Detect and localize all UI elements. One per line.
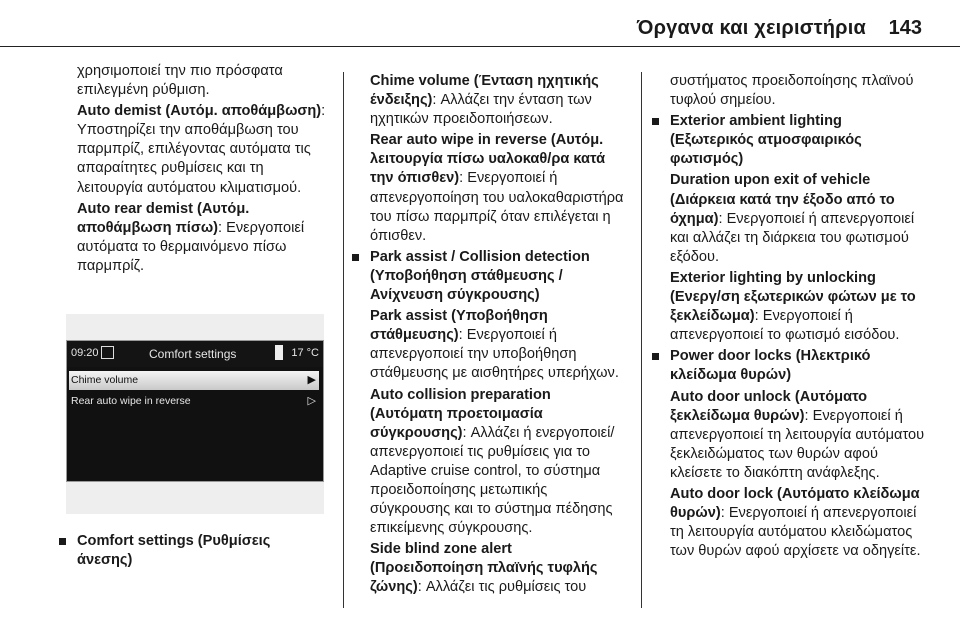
comfort-settings-entry (77, 532, 327, 572)
header-rule (0, 46, 960, 47)
page-header (0, 0, 960, 46)
exit-duration-title: Duration upon exit of vehicle (Διάρκεια κατά την έξοδο από το όχημα) (670, 172, 895, 227)
menu-item-chime-volume[interactable] (69, 371, 319, 390)
outside-temperature: 17 °C (291, 347, 319, 359)
park-assist-text: : Ενεργοποιεί ή απενεργοποιεί την υποβοήθηση στάθμευσης με αισθητήρες υπερήχων. (370, 327, 619, 382)
auto-lock-title: Auto door lock (Αυτόματο κλείδωμα θυρών) (670, 485, 920, 522)
intro-text: χρησιμοποιεί την πιο πρόσφατα επιλεγμένη ρύθμιση. (77, 63, 283, 99)
exterior-lighting-heading: Exterior ambient lighting (Εξωτερικός ατμοσφαιρικός φωτισμός) (650, 112, 926, 169)
collision-prep-text: : Αλλάζει ή ενεργοποιεί/απενεργοποιεί τις ρυθμίσεις για το Adaptive cruise control, το σύστημα προειδοποίησης μετωπικής σύγκρουσης και το σύστημα πέδησης επικείμενης σύγκρουσης. (370, 424, 615, 537)
collision-prep-entry (370, 386, 624, 539)
collision-prep-title: Auto collision preparation (Αυτόματη προετοιμασία σύγκρουσης) (370, 386, 551, 441)
auto-rear-demist-text: : Ενεργοποιεί αυτόματα το θερμαινόμενο πίσω παρμπρίζ. (77, 219, 305, 274)
chime-volume-entry (370, 72, 624, 129)
auto-demist-title: Auto demist (Αυτόμ. αποθάμβωση) (77, 103, 322, 120)
column-1 (77, 62, 327, 278)
arrow-right-icon: ▶ (307, 374, 316, 386)
infotainment-screen (66, 340, 324, 482)
column-divider (641, 72, 642, 608)
exit-duration-entry (670, 171, 926, 266)
column-divider (343, 72, 344, 608)
park-assist-entry (370, 307, 624, 383)
menu-item-label: Rear auto wipe in reverse (71, 395, 191, 407)
display-screenshot (66, 314, 324, 514)
arrow-right-icon: ▷ (307, 395, 316, 407)
blind-zone-title: Side blind zone alert (Προειδοποίηση πλαϊνής τυφλής ζώνης) (370, 541, 598, 596)
unlock-lighting-text: : Ενεργοποιεί ή απενεργοποιεί το φωτισμό εισόδου. (670, 308, 900, 344)
rear-auto-wipe-text: : Ενεργοποιεί ή απενεργοποίηση του υαλοκαθαριστήρα του πίσω παρμπρίζ όταν επιλέγεται η όπισθεν. (370, 170, 624, 244)
column-3 (670, 72, 926, 563)
chime-volume-text: : Αλλάζει την ένταση των ηχητικών προειδοποιήσεων. (370, 92, 592, 128)
screen-title: Comfort settings (149, 347, 237, 361)
menu-item-rear-auto-wipe[interactable] (69, 392, 319, 411)
park-assist-title: Park assist (Υποβοήθηση στάθμευσης) (370, 308, 548, 344)
auto-unlock-title: Auto door unlock (Αυτόματο ξεκλείδωμα θυρών) (670, 388, 868, 424)
rear-auto-wipe-entry (370, 131, 624, 246)
section-title: Όργανα και χειριστήρια (636, 17, 866, 39)
auto-unlock-text: : Ενεργοποιεί ή απενεργοποιεί τη λειτουργία αυτόματου ξεκλειδώματος των θυρών αφού κλείσετε το διακόπτη ανάφλεξης. (670, 407, 925, 481)
exit-duration-text: : Ενεργοποιεί ή απενεργοποιεί και αλλάζει τη διάρκεια του φωτισμού εξόδου. (670, 210, 915, 265)
clock: 09:20 (71, 347, 99, 359)
menu-item-label: Chime volume (71, 374, 139, 386)
door-locks-heading: Power door locks (Ηλεκτρικό κλείδωμα θυρών) (650, 347, 926, 385)
auto-demist-text: : Υποστηρίζει την αποθάμβωση του παρμπρίζ, επιλέγοντας αυτόματα τις απαραίτητες ρυθμίσεις και τη λειτουργία αυτόματου κλιματισμού. (77, 103, 326, 196)
auto-lock-text: : Ενεργοποιεί ή απενεργοποιεί τη λειτουργία αυτόματου κλειδώματος των θυρών αφού αρχίσετε να οδηγείτε. (670, 505, 921, 560)
continued-text: συστήματος προειδοποίησης πλαϊνού τυφλού σημείου. (670, 73, 914, 109)
page-number: 143 (888, 17, 922, 39)
blind-zone-entry (370, 540, 624, 597)
comfort-settings-title: Comfort settings (Ρυθμίσεις άνεσης) (57, 532, 327, 570)
auto-rear-demist-title: Auto rear demist (Αυτόμ. αποθάμβωση πίσω) (77, 200, 250, 236)
auto-lock-entry (670, 485, 926, 561)
column-2 (370, 72, 624, 600)
unlock-lighting-title: Exterior lighting by unlocking (Ενεργ/ση εξωτερικών φώτων με το ξεκλείδωμα) (670, 269, 916, 325)
auto-demist-entry (77, 102, 327, 197)
rear-auto-wipe-title: Rear auto wipe in reverse (Αυτόμ. λειτουργία πίσω υαλοκαθ/ρα κατά την όπισθεν) (370, 132, 606, 187)
blind-zone-text: : Αλλάζει τις ρυθμίσεις του (417, 579, 587, 596)
auto-rear-demist-entry (77, 200, 327, 276)
back-icon (101, 346, 114, 359)
screen-status-bar (67, 341, 323, 367)
unlock-lighting-entry (670, 269, 926, 345)
temperature-icon (275, 345, 283, 360)
chime-volume-title: Chime volume (Ένταση ηχητικής ένδειξης) (370, 73, 599, 109)
auto-unlock-entry (670, 388, 926, 483)
park-assist-heading: Park assist / Collision detection (Υποβοήθηση στάθμευσης / Ανίχνευση σύγκρουσης) (350, 248, 624, 305)
